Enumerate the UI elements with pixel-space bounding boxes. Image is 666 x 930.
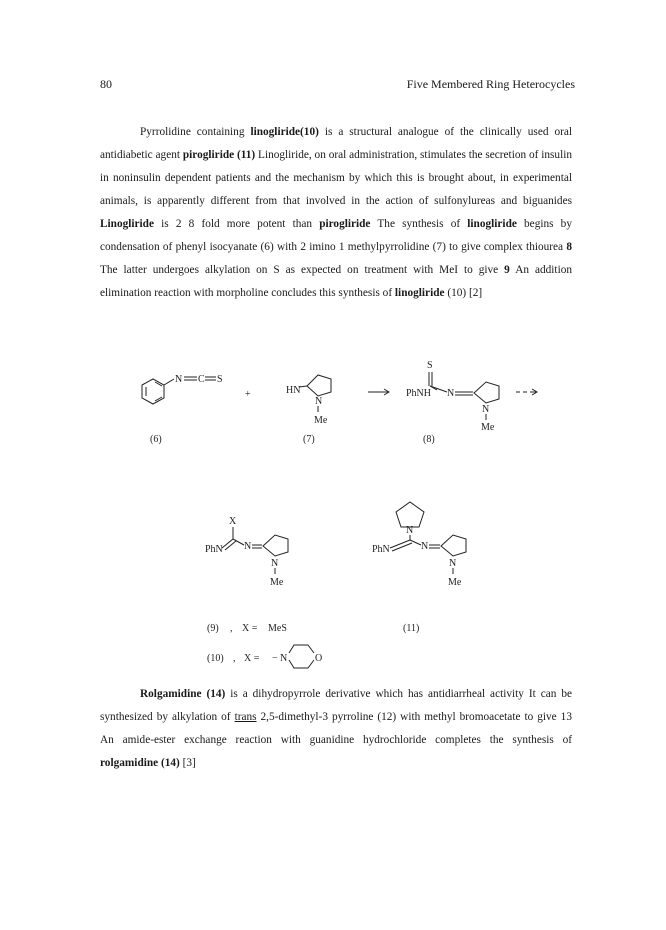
label-6: (6)	[150, 434, 162, 445]
text-run: linogliride	[394, 287, 445, 299]
label-11: (11)	[403, 623, 420, 634]
text-run: pirogliride (11)	[182, 149, 256, 161]
c9-atom-n2: N	[271, 558, 279, 569]
label-9-sep: ,	[230, 623, 233, 634]
text-run: 2,5-dimethyl-3 pyrroline (12) with methyl bromoacetate to give 13 An amide-ester exchange reaction with guanidine hydrochloride completes the synthesis of	[100, 711, 572, 746]
morpholine-n: N	[280, 653, 288, 664]
c11-atom-n2: N	[449, 558, 457, 569]
text-run: An addition elimination reaction with morpholine concludes this synthesis of	[100, 264, 573, 299]
morpholine-structure	[272, 645, 322, 668]
c8-atom-s: S	[427, 360, 433, 371]
c9-atom-n1: N	[244, 541, 252, 552]
text-run: linogliride	[467, 218, 517, 230]
text-run: Linogliride, on oral administration, stimulates the secretion of insulin in noninsulin dependent patients and the mechanism by which this is brought about, in experimental animals, is apparently different from that involved in the action of sulfonylureas and biguanides	[100, 149, 573, 207]
text-run: Pyrrolidine containing	[140, 126, 251, 138]
text-run: The synthesis of	[370, 218, 468, 230]
c9-atom-me: Me	[270, 577, 284, 588]
c7-atom-hn: HN	[286, 385, 301, 396]
c11-atom-phn: PhN	[372, 544, 390, 555]
text-run: 9	[504, 264, 510, 276]
c8-atom-me: Me	[481, 422, 495, 433]
compound-9	[205, 516, 288, 588]
text-run: is 2 8 fold more potent than	[153, 218, 320, 230]
label-7: (7)	[303, 434, 315, 445]
text-run: The latter undergoes alkylation on S as expected on treatment with MeI to give	[100, 264, 505, 276]
text-run: is a structural analogue of the clinically used oral antidiabetic agent	[100, 126, 573, 161]
reaction-arrow-2	[516, 389, 537, 395]
text-run: [3]	[179, 757, 196, 769]
text-run: trans	[234, 711, 257, 723]
running-title: Five Membered Ring Heterocycles	[406, 77, 575, 91]
text-run: begins by condensation of phenyl isocyanate (6) with 2 imino 1 methylpyrrolidine (7) to give complex thiourea	[100, 218, 572, 253]
label-10-sep: ,	[233, 653, 236, 664]
text-run: pirogliride	[319, 218, 371, 230]
text-run: Linogliride	[100, 218, 154, 230]
c6-atom-n: N	[175, 374, 183, 385]
paragraph-rolgamidine	[100, 683, 572, 775]
c6-atom-c: C	[198, 374, 205, 385]
label-10-x: X =	[244, 653, 260, 664]
label-8: (8)	[423, 434, 435, 445]
c8-atom-n1: N	[447, 388, 455, 399]
morpholine-dash: −	[272, 653, 278, 664]
c11-atom-n-top: N	[406, 525, 414, 536]
text-run: 8	[566, 241, 572, 253]
c11-atom-n1: N	[421, 541, 429, 552]
c9-atom-phn: PhN	[205, 544, 223, 555]
c6-atom-s: S	[217, 374, 223, 385]
text-run: (10) [2]	[444, 287, 483, 299]
label-9: (9)	[207, 623, 219, 634]
label-10: (10)	[207, 653, 224, 664]
compound-6	[142, 374, 223, 404]
text-run: linogliride(10)	[250, 126, 319, 138]
label-9-x: X =	[242, 623, 258, 634]
text-run: Rolgamidine (14)	[140, 688, 226, 700]
label-9-def: MeS	[268, 623, 287, 634]
c7-atom-n: N	[315, 396, 323, 407]
c8-atom-phnh: PhNH	[406, 388, 432, 399]
text-run: is a dihydropyrrole derivative which has antidiarrheal activity It can be synthesized by alkylation of	[100, 688, 572, 723]
page-number: 80	[100, 77, 112, 91]
reaction-arrow-1	[368, 389, 389, 395]
compound-8	[406, 360, 499, 433]
c11-atom-me: Me	[448, 577, 462, 588]
c7-atom-me: Me	[314, 415, 328, 426]
c9-atom-x: X	[229, 516, 237, 527]
plus-sign: +	[245, 389, 251, 400]
text-run: rolgamidine (14)	[100, 757, 180, 769]
morpholine-o: O	[315, 653, 323, 664]
compound-7	[286, 375, 331, 426]
c8-atom-n2: N	[482, 404, 490, 415]
compound-11	[372, 502, 466, 588]
